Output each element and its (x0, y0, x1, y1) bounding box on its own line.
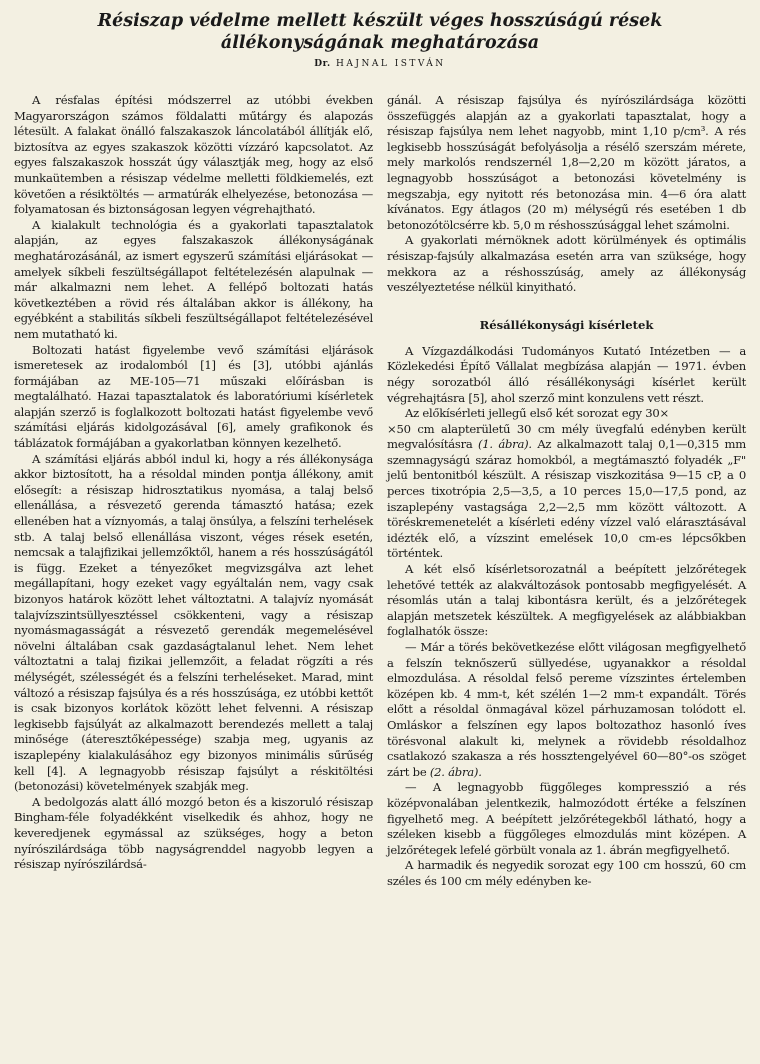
left-column (14, 93, 373, 890)
title-line-2: állékonyságának meghatározása (220, 33, 540, 53)
article-title (14, 10, 746, 54)
text-run: Az alkalmazott talaj 0,1—0,315 mm szemnagyságú száraz homokból, a megtámasztó folyadék „F" jelű bentonitból készült. A résiszap viszkozitása 9—15 cP, a 0 perces tixotrópia 2,5—3,5, a 10 perces 15,0—17,5 pond, az iszaplepény vastagsága 2,2—2,5 mm között változott. A töréskremenetelét a kísérleti edény vízzel való elárasztásával idézték elő, a vízszint emelések 10,0 cm-es lépcsőkben történtek. (387, 437, 746, 561)
section-heading: Résállékonysági kísérletek (479, 317, 654, 332)
title-line-1: Résiszap védelme mellett készült véges hosszúságú rések (97, 11, 663, 31)
paragraph (387, 406, 746, 562)
text-run: ×50 cm alapterületű 30 cm mély üvegfalú edényben került megvalósításra (387, 421, 746, 452)
right-column (387, 93, 746, 890)
paragraph: A Vízgazdálkodási Tudományos Kutató Intézetben — a Közlekedési Építő Vállalat megbízása alapján — 1971. évben négy sorozatból álló résállékonysági kísérlet került végrehajtásra [5], ahol szerző mint konzulens vett részt. (387, 343, 746, 405)
author-name: HAJNAL ISTVÁN (336, 59, 446, 69)
paragraph: A kialakult technológia és a gyakorlati tapasztalatok alapján, az egyes falszakaszok állékonyságának meghatározásánál, az ismert egyszerű számítási eljárásokat — amelyek síkbeli feszültségállapot feltételezésén alapulnak — már alkalmazni nem lehet. A fellépő boltozati hatás következtében a rövid rés általában akkor is állékony, ha egyébként a stabilitás síkbeli feszültségállapot feltételezésével nem mutatható ki. (14, 217, 373, 341)
paragraph: A két első kísérletsorozatnál a beépített jelzőrétegek lehetővé tették az alakváltozások pontosabb megfigyelését. A résomlás után a talaj kibontásra került, és a jelzőrétegek alapján metszetek készültek. A megfigyelések az alábbiakban foglalhatók össze: (387, 562, 746, 639)
paragraph: A harmadik és negyedik sorozat egy 100 cm hosszú, 60 cm széles és 100 cm mély edényben ke- (387, 858, 746, 888)
paragraph: gánál. A résiszap fajsúlya és nyírószilárdsága közötti összefüggés alapján az a gyakorlati tapasztalat, hogy a résiszap fajsúlya nem lehet nagyobb, mint 1,10 p/cm³. A rés legkisebb hosszúságát befolyásolja a résélő szerszám mérete, mely markolós rendszernél 1,8—2,20 m között járatos, a legnagyobb hosszúságot a betonozási követelmény is megszabja, egy nyitott rés betonozása min. 4—6 óra alatt kívánatos. Egy átlagos (20 m) mélységű rés esetében 1 db betonozótölcsérre kb. 5,0 m réshosszúsággal lehet számolni. (387, 93, 746, 232)
paragraph: A résfalas építési módszerrel az utóbbi években Magyarországon számos földalatti műtárgy és alapozás létesült. A falakat önálló falszakaszok láncolatából állítják elő, biztosítva az egyes szakaszok közötti vízzáró kapcsolatot. Az egyes falszakaszok hosszát úgy választják meg, hogy az első munkaütemben a résiszap védelme melletti földkiemelés, ezt követően a résiktöltés — armatúrák elhelyezése, betonozása — folyamatosan és biztonságosan legyen végrehajtható. (14, 93, 373, 217)
figure-reference: (2. ábra). (429, 764, 482, 779)
author-line (14, 59, 746, 69)
paragraph (387, 640, 746, 780)
paragraph: — A legnagyobb függőleges kompresszió a rés középvonalában jelentkezik, halmozódott értéke a felszínen figyelhető meg. A beépített jelzőrétegekből látható, hogy a széleken kisebb a függőleges elmozdulás mint középen. A jelzőrétegek lefelé görbült vonala az 1. ábrán megfigyelhető. (387, 780, 746, 857)
text-run: — Már a törés bekövetkezése előtt világosan megfigyelhető a felszín teknőszerű süllyedése, ugyanakkor a résoldal elmozdulása. A résoldal felső pereme vízszintes értelemben középen kb. 4 mm-t, két szélén 1—2 mm-t expandált. Törés előtt a résoldal önmagával közel párhuzamosan tolódott el. Omláskor a felszínen egy lapos boltozathoz hasonló íves törésvonal alakult ki, melynek a rövidebb résoldalhoz csatlakozó szakasza a rés hossztengelyével 60—80°-os szöget zárt be (387, 640, 746, 779)
paragraph: A számítási eljárás abból indul ki, hogy a rés állékonysága akkor biztosított, ha a résoldal minden pontja állékony, amit elősegít: a résiszap hidrosztatikus nyomása, a talaj belső ellenállása, a résvezető gerenda támasztó hatása; ezek ellenében hat a víznyomás, a talaj önsúlya, a felszíni terhelések stb. A talaj belső ellenállása viszont, véges rések esetén, nemcsak a talajfizikai jellemzőktől, hanem a rés hosszúságától is függ. Ezeket a tényezőket megvizsgálva azt lehet megállapítani, hogy ezeket vagy egyáltalán nem, vagy csak bizonyos határok között lehet változtatni. A talajvíz nyomását talajvízszintsüllyesztéssel csökkenteni, vagy a résiszap nyomásmagasságát a résvezető gerendák megemelésével növelni általában csak gazdaságtalanul lehet. Nem lehet változtatni a talaj fizikai jellemzőit, a feladat rögzíti a rés mélységét, szélességét és a felszíni terheléseket. Marad, mint változó a résiszap fajsúlya és a rés hosszúsága, ez utóbbi kettőt is csak bizonyos korlátok között lehet felvenni. A résiszap legkisebb fajsúlyát az alkalmazott berendezés mellett a talaj minősége (áteresztőképessége) szabja meg, ugyanis az iszaplepény kialakulásához egy bizonyos minimális sűrűség kell [4]. A legnagyobb résiszap fajsúlyt a réskitöltési (betonozási) követelmények szabják meg. (14, 451, 373, 794)
figure-reference: (1. ábra). (478, 437, 532, 452)
text-run: Az előkísérleti jellegű első két sorozat egy 30× (405, 406, 669, 421)
paragraph: A gyakorlati mérnöknek adott körülmények és optimális résiszap-fajsúly alkalmazása esetén arra van szüksége, hogy mekkora az a réshosszúság, amely az állékonyság veszélyeztetése nélkül kinyitható. (387, 233, 746, 295)
paragraph: A bedolgozás alatt álló mozgó beton és a kiszoruló résiszap Bingham-féle folyadékként viselkedik és ahhoz, hogy ne keveredjenek egymással az szükséges, hogy a beton nyírószilárdsága több nagyságrenddel nagyobb legyen a résiszap nyírószilárdsá- (14, 794, 373, 872)
article-body (14, 93, 746, 890)
author-prefix: Dr. (314, 59, 331, 69)
paragraph: Boltozati hatást figyelembe vevő számítási eljárások ismeretesek az irodalomból [1] és [3], utóbbi ajánlás formájában az ME-105—71 műszaki előírásban is megtalálható. Hazai tapasztalatok és laboratóriumi kísérletek alapján szerző is foglalkozott boltozati hatást figyelembe vevő számítási eljárás kidolgozásával [6], amely grafikonok és táblázatok formájában a gyakorlatban könnyen kezelhető. (14, 342, 373, 451)
